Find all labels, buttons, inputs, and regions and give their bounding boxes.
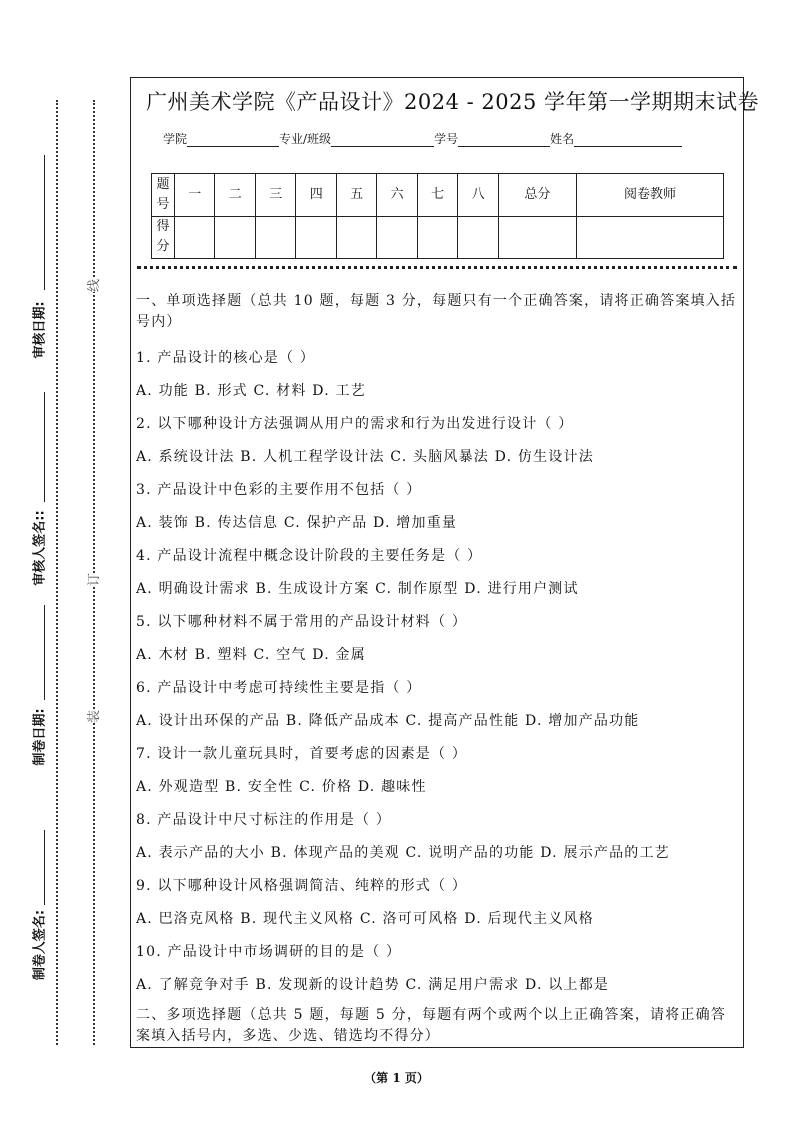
header-cell: 四	[296, 174, 336, 217]
question-text: 1. 产品设计的核心是（ ）	[136, 350, 316, 366]
major-label: 专业/班级	[279, 132, 332, 146]
header-cell: 总分	[498, 174, 576, 217]
score-row	[152, 216, 724, 259]
header-cell: 六	[377, 174, 417, 217]
question-text: 7. 设计一款儿童玩具时，首要考虑的因素是（ ）	[136, 746, 468, 762]
student-info	[163, 130, 682, 147]
questions	[136, 291, 741, 1056]
score-cell[interactable]	[498, 216, 576, 259]
question-options: A. 了解竞争对手 B. 发现新的设计趋势 C. 满足用户需求 D. 以上都是	[136, 977, 610, 993]
question-options: A. 装饰 B. 传达信息 C. 保护产品 D. 增加重量	[136, 515, 458, 531]
question-options: A. 巴洛克风格 B. 现代主义风格 C. 洛可可风格 D. 后现代主义风格	[136, 911, 594, 927]
score-cell[interactable]	[296, 216, 336, 259]
reviewer-sign-label: 审核人签名::	[32, 510, 48, 586]
name-label: 姓名	[550, 132, 575, 146]
student-id-label: 学号	[434, 132, 459, 146]
score-cell[interactable]	[417, 216, 457, 259]
header-cell: 五	[336, 174, 376, 217]
score-cell[interactable]	[577, 216, 724, 259]
question-text: 5. 以下哪种材料不属于常用的产品设计材料（ ）	[136, 614, 468, 630]
maker-sign-line	[44, 830, 45, 905]
major-field[interactable]	[331, 132, 434, 147]
review-date-line	[44, 155, 45, 290]
question-options: A. 木材 B. 塑料 C. 空气 D. 金属	[136, 647, 366, 663]
question-options: A. 明确设计需求 B. 生成设计方案 C. 制作原型 D. 进行用户测试	[136, 581, 579, 597]
score-cell[interactable]	[336, 216, 376, 259]
binding-char-order: 订	[83, 573, 102, 586]
question-options: A. 功能 B. 形式 C. 材料 D. 工艺	[136, 383, 366, 399]
header-cell: 一	[175, 174, 215, 217]
header-cell: 二	[215, 174, 255, 217]
question-options: A. 外观造型 B. 安全性 C. 价格 D. 趣味性	[136, 779, 427, 795]
binding-char-line: 线	[83, 279, 102, 292]
college-label: 学院	[163, 132, 188, 146]
question-options: A. 表示产品的大小 B. 体现产品的美观 C. 说明产品的功能 D. 展示产品的工艺	[136, 845, 670, 861]
page-title: 广州美术学院《产品设计》2024 - 2025 学年第一学期期末试卷	[146, 90, 760, 114]
make-date-label: 制卷日期:	[32, 708, 48, 766]
score-table	[151, 173, 724, 259]
section2-heading: 二、多项选择题（总共 5 题，每题 5 分，每题有两个或两个以上正确答案，请将正确答案填入括号内，多选、少选、错选均不得分）	[136, 1007, 727, 1044]
row-header: 得分	[152, 216, 175, 259]
question-options: A. 设计出环保的产品 B. 降低产品成本 C. 提高产品性能 D. 增加产品功能	[136, 713, 640, 729]
score-cell[interactable]	[377, 216, 417, 259]
question-text: 2. 以下哪种设计方法强调从用户的需求和行为出发进行设计（ ）	[136, 416, 574, 432]
student-id-field[interactable]	[458, 132, 550, 147]
question-text: 10. 产品设计中市场调研的目的是（ ）	[136, 944, 402, 960]
header-cell: 三	[255, 174, 295, 217]
make-date-line	[44, 605, 45, 700]
name-field[interactable]	[574, 132, 682, 147]
question-text: 9. 以下哪种设计风格强调简洁、纯粹的形式（ ）	[136, 878, 468, 894]
question-options: A. 系统设计法 B. 人机工程学设计法 C. 头脑风暴法 D. 仿生设计法	[136, 449, 594, 465]
header-cell: 阅卷教师	[577, 174, 724, 217]
question-text: 3. 产品设计中色彩的主要作用不包括（ ）	[136, 482, 422, 498]
header-cell: 八	[458, 174, 498, 217]
score-cell[interactable]	[255, 216, 295, 259]
section1-heading: 一、单项选择题（总共 10 题，每题 3 分，每题只有一个正确答案，请将正确答案填入括号内）	[136, 293, 737, 330]
score-cell[interactable]	[215, 216, 255, 259]
review-date-label: 审核日期:	[32, 301, 48, 359]
binding-char-bind: 装	[83, 710, 102, 723]
score-cell[interactable]	[458, 216, 498, 259]
college-field[interactable]	[187, 132, 279, 147]
header-cell: 七	[417, 174, 457, 217]
question-text: 8. 产品设计中尺寸标注的作用是（ ）	[136, 812, 392, 828]
header-cell: 题号	[152, 174, 175, 217]
dotted-divider	[137, 266, 737, 269]
question-text: 4. 产品设计流程中概念设计阶段的主要任务是（ ）	[136, 548, 483, 564]
question-text: 6. 产品设计中考虑可持续性主要是指（ ）	[136, 680, 422, 696]
page-number: （第 1 页）	[364, 1071, 429, 1085]
score-header-row	[152, 174, 724, 217]
question-list	[136, 342, 741, 1002]
score-cell[interactable]	[175, 216, 215, 259]
reviewer-sign-line	[44, 392, 45, 502]
binding-dotted-line-outer	[56, 100, 58, 1045]
maker-sign-label: 制卷人签名:	[32, 909, 48, 981]
